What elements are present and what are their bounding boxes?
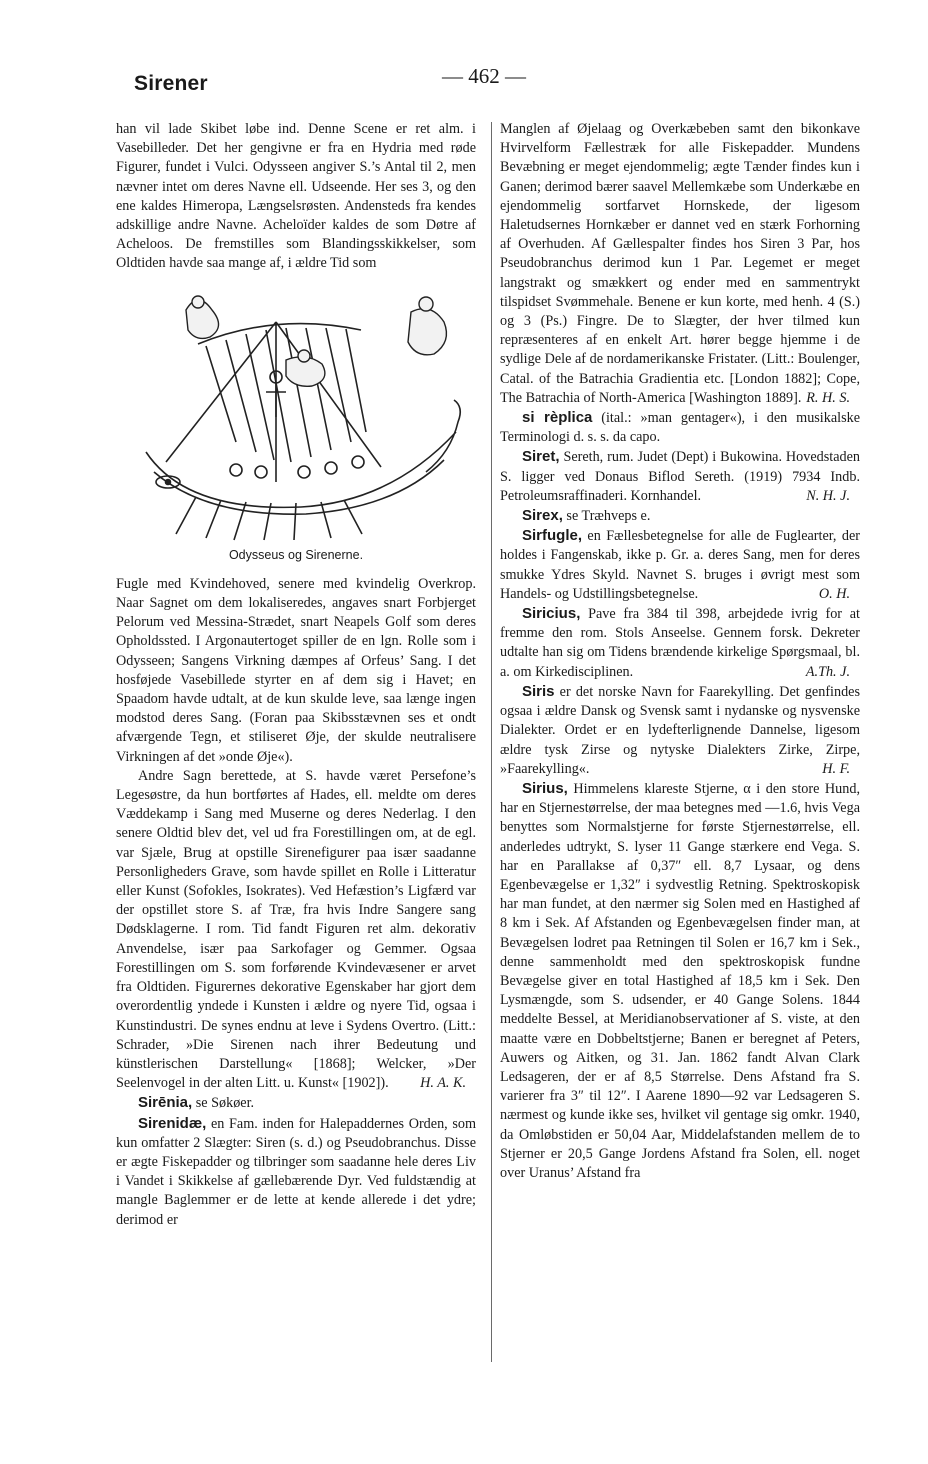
entry-siret — [500, 447, 860, 506]
running-head: Sirener — [134, 72, 208, 95]
entry-sirius — [500, 779, 860, 1183]
headword: Siricius, — [522, 605, 581, 623]
entry-text: (ital.: »man gentager«), i den musikalske Terminologi d. s. s. da capo. — [500, 410, 860, 446]
author-signature: N. H. J. — [806, 487, 850, 504]
column-divider — [491, 122, 492, 1362]
paragraph: han vil lade Skibet løbe ind. Denne Scene er ret alm. i Vasebilleder. Det her gengivne er fra en Hydria med røde Figurer, fundet i Vulci. Odysseen angiver S.’s Antal til 2, men nævner intet om deres Navne ell. Udseende. Her ses 3, og den ene kaldes Himeropa, Længselsrøsten. Andensteds fra kendes adskillige andre Navne. Acheloïder kaldes de som Døtre af Acheloos. De fremstilles som Blandingsskikkelser, som Oldtiden havde saa mange af, i ældre Tid som — [116, 121, 476, 272]
author-signature: O. H. — [818, 585, 850, 602]
entry-text: Pave fra 384 til 398, arbejdede ivrig for at fremme den rom. Stols Anseelse. Gennem forsk. Dekreter udtalte han sig om Tidens brændende kirkelige Spørgsmaal, bl. a. om Kirkedisciplinen. — [500, 606, 860, 680]
entry-text: er det norske Navn for Faarekylling. Det genfindes ogsaa i ældre Dansk og Svensk samt i nydanske og nysvenske Dialekter. Ordet er en lydefterlignende Dannelse, ligesom ældre tysk Zirse og nytyske Dialekters Zirke, Zirpe, »Faarekylling«. — [500, 683, 860, 777]
figure-caption: Odysseus og Sirenerne. — [228, 547, 364, 562]
left-column — [116, 120, 476, 1230]
author-signature: R. H. S. — [806, 389, 850, 406]
entry-sirenidae — [116, 1114, 476, 1230]
entry-sirenia — [116, 1093, 476, 1113]
vase-illustration — [116, 282, 476, 565]
ship-sirens-icon — [126, 282, 466, 544]
author-signature: H. F. — [822, 760, 850, 777]
entry-sirfugle — [500, 526, 860, 604]
author-signature: H. A. K. — [420, 1075, 466, 1092]
paragraph — [116, 767, 476, 1093]
entry-text: se Træhveps e. — [566, 508, 651, 525]
page-number: — 462 — — [442, 64, 526, 88]
headword: Sirenidæ, — [138, 1114, 207, 1132]
headword: Siret, — [522, 448, 560, 466]
right-column — [500, 120, 860, 1183]
headword: si rèplica — [522, 409, 593, 427]
entry-sirex — [500, 506, 860, 526]
author-signature: A.Th. J. — [805, 663, 850, 680]
headword: Sirēnia, — [138, 1094, 193, 1112]
paragraph-text: Andre Sagn berettede, at S. havde været Persefone’s Legesøstre, da hun bortførtes af Hades, ell. meldte om deres Væddekamp i Sang med Muserne og deres Nederlag. I den senere Oldtid blev det, vel ud fra Forestillingen om, at de egl. var Sjæle, Brug at opstille Sirenefigurer paa især saadanne Personligheders Grave, som havde spillet en Rolle i Litteratur eller Kunst (Sofokles, Isokrates). Ved Hefæstion’s Ligfærd var der opstillet store S. af Træ, fra hvis Indre Sangere sang Dødsklagerne. I rom. Tid fandt Figuren ret alm. dekorativ Anvendelse, især paa Sarkofager og Gemmer. Ogsaa Forestillingen om S. som forførende Kvindevæsener er arvet fra Oldtiden. Figurernes dekorative Egenskaber har gjort dem overordentlig yndede i Kunsten i ældre og nyere Tid, ogsaa i Kunstindustri. De synes endnu at leve i Sydens Overtro. (Litt.: Schrader, »Die Sirenen nach ihrer Bedeutung und künstlerischen Darstellung« [1868]; Welcker, »Der Seelenvogel in der alten Litt. u. Kunst« [1902]). — [116, 767, 476, 1092]
headword: Siris — [522, 682, 555, 700]
paragraph-text: Manglen af Øjelaag og Overkæbeben samt den bikonkave Hvirvelform Fællestræk for alle Fiskepadder. Mundens Bevæbning er meget ejendommelig; ægte Tænder findes kun i Ganen; derimod bærer saavel Mellemkæbe som Underkæbe en ejendommelig sortfarvet Hornskede, der ligesom Haletudsernes Hornkæber er dannet ved en stærk Forhorning af Overhuden. Af Gællespalter findes hos Siren 3 Par, hos Pseudobranchus derimod kun 1 Par. Legemet er meget langstrakt og smækkert og ender med en sammentrykt tilspidset Svømmehale. Benene er kun korte, med henh. 4 (S.) og 3 (Ps.) Fingre. De to Slægter, der hver tilmed kun repræsenteres af en enkelt Art. hører begge hjemme i de sydlige Dele af de nordamerikanske Fristater. (Litt.: Boulenger, Catal. of the Batrachia Gradientia etc. [London 1882]; Cope, The Batrachia of North-America [Washington 1889]. — [500, 121, 860, 406]
headword: Sirex, — [522, 507, 563, 525]
entry-siris — [500, 682, 860, 779]
entry-text: Sereth, rum. Judet (Dept) i Bukowina. Hovedstaden S. ligger ved Donaus Biflod Sereth. (1919) 7934 Indb. Petroleumsraffinaderi. Kornhandel. — [500, 449, 860, 504]
page-header — [132, 64, 872, 104]
entry-si-replica — [500, 408, 860, 447]
headword: Sirius, — [522, 779, 568, 797]
entry-text: se Søkøer. — [195, 1095, 255, 1112]
paragraph — [500, 120, 860, 408]
paragraph: Fugle med Kvindehoved, senere med kvindelig Overkrop. Naar Sagnet om dem lokaliseredes, angaves snart Forbjerget Pelorum ved Messina-Strædet, snart Neapels Golf som deres Opholdssted. I Argonautertoget spiller de en lgn. Rolle som i Odysseen; Sangens Virkning dæmpes af Orfeus’ Sang. I det hosføjede Vasebillede styrter en af dem sig i Havet; en Spaadom havde udtalt, at de kun skulde leve, saa længe ingen modstod deres Sang. (Foran paa Skibsstævnen ses et ondt afværgende Tegn, et stiliseret Øje, der skulde neutralisere Virkningen af det »onde Øje«). — [116, 575, 476, 765]
headword: Sirfugle, — [522, 527, 583, 545]
entry-text: en Fam. inden for Halepaddernes Orden, som kun omfatter 2 Slægter: Siren (s. d.) og Pseudobranchus. Disse er ægte Fiskepadder og tilbringer som saadanne hele deres Liv i Vandet i Skikkelse af gællebærende Dyr. Ved fuldstændig at mangle Baglemmer er de lette at kende allerede i det ydre; derimod er — [116, 1115, 476, 1228]
entry-text: en Fællesbetegnelse for alle de Fuglearter, der holdes i Fangenskab, ikke p. Gr. a. deres Sang, men for deres smukke Ydres Skyld. Navnet S. bruges i øvrigt mest som Handels- og Udstillingsbetegnelse. — [500, 528, 860, 602]
entry-text: Himmelens klareste Stjerne, α i den store Hund, har en Stjernestørrelse, der maa betegnes med —1.6, hvis Vega benyttes som Normalstjerne for første Stjernestørrelse, ell. anderledes udtrykt, S. lyser 11 Gange stærkere end Vega. S. har en Parallakse af 0,37″ ell. 8,7 Lysaar, og dens Egenbevægelse er 1,32″ i sydvestlig Retning. Spektroskopisk har man fundet, at den nærmer sig Solen med en Hastighed af 8 km i Sek. Af Afstanden og Egenbevægelsen finder man, at Bevægelsen lodret paa Retningen til Solen er 16,7 km i Sek., denne sammenholdt med den spektroskopisk fundne Bevægelse giver en total Hastighed af 18,5 km i Sek. Den Lysmængde, som S. udsender, er 40 Gange Solens. 1844 meddelte Bessel, at Meridianobservationer af S. viste, at den maatte være en Dobbeltstjerne; Banen er beregnet af Peters, Auwers og Aitken, og 31. Jan. 1862 fandt Alvan Clark Ledsageren, der er af 8,5 Størrelse. Dens Afstand fra S. varierer fra 3″ til 12″. I Aarene 1890—92 var Ledsageren S. nærmest og kunde ikke ses, hvilket vil gentage sig omkr. 1940, da Omløbstiden er 50,04 Aar, Middelafstanden mellem de to Stjerner er 20,5 Gange Jordens Afstand fra Solen, ell. noget over Uranus’ Afstand fra — [500, 780, 860, 1181]
entry-siricius — [500, 604, 860, 682]
